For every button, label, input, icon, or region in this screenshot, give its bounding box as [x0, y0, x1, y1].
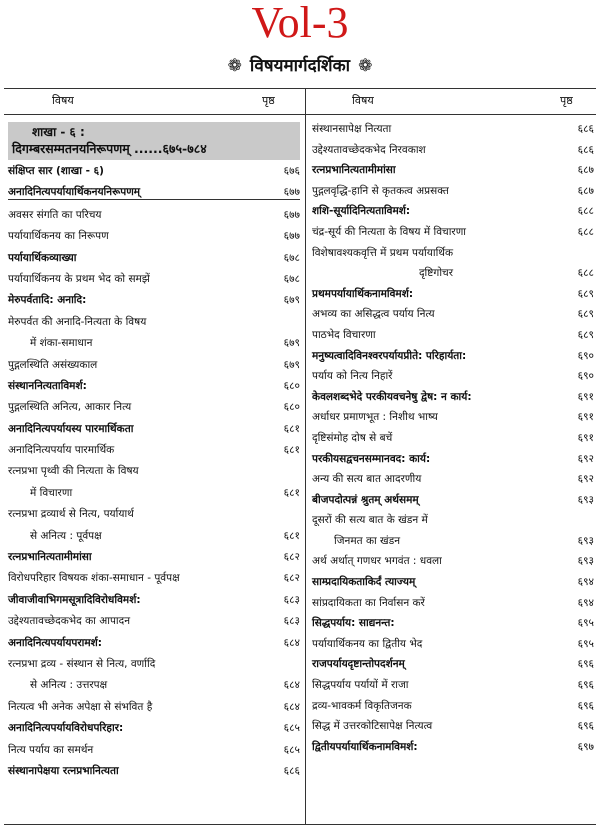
entry-title: मेरुपर्वत की अनादि-नित्यता के विषय	[8, 315, 147, 328]
entry-title: पर्यायार्थिकनय का द्वितीय भेद	[312, 637, 423, 650]
header-rule	[4, 114, 596, 115]
toc-entry	[8, 550, 300, 564]
entry-title: अनादिनित्यपर्यायस्य पारमार्थिकता	[8, 422, 134, 435]
entry-page: ६७८	[283, 272, 300, 285]
entry-title: पर्यायार्थिकव्याख्या	[8, 251, 77, 264]
toc-entry	[8, 678, 300, 692]
entry-title: रत्नप्रभा द्रव्यार्थ से नित्य, पर्यायार्थ	[8, 508, 134, 521]
toc-entry	[8, 379, 300, 393]
entry-title: अवसर संगति का परिचय	[8, 208, 102, 221]
entry-title: पुद्गलस्थिति अनित्य, आकार नित्य	[8, 401, 132, 414]
entry-title: अनादिनित्यपर्यायविरोधपरिहार:	[8, 722, 124, 735]
toc-entry	[8, 251, 300, 265]
entry-title: में विचारणा	[30, 486, 73, 499]
entry-page: ६८८	[577, 267, 594, 280]
entry-page: ६९०	[577, 349, 594, 362]
toc-entry	[312, 246, 594, 260]
entry-page: ६८१	[283, 444, 300, 457]
entry-page: ६८४	[283, 679, 300, 692]
entry-title: शशि-सूर्यादिनित्यताविमर्श:	[312, 205, 411, 218]
entry-title: सिद्धपर्याय: साद्यनन्त:	[312, 617, 395, 630]
entry-page: ६८२	[283, 572, 300, 585]
entry-page: ६७९	[283, 294, 300, 307]
entry-page: ६९०	[577, 370, 594, 383]
entry-title: सिद्ध में उत्तरकोटिसापेक्ष नित्यत्व	[312, 720, 433, 733]
toc-entry	[312, 699, 594, 713]
entry-title: केवलशब्दभेदे परकीयवचनेषु द्वेष: न कार्य:	[312, 390, 472, 403]
top-rule	[4, 88, 596, 89]
entry-page: ६८९	[577, 328, 594, 341]
entry-title: सिद्धपर्याय पर्यायों में राजा	[312, 679, 409, 692]
toc-entry	[8, 507, 300, 521]
entry-page: ६९४	[577, 576, 594, 589]
entry-title: राजपर्यायदृष्टान्तोपदर्शनम्	[312, 658, 405, 671]
toc-entry	[312, 472, 594, 486]
entry-title: द्वितीयपर्यायार्थिकनामविमर्श:	[312, 740, 418, 753]
entry-page: ६८७	[577, 184, 594, 197]
entry-title: अनादिनित्यपर्यायपरामर्श:	[8, 636, 103, 649]
entry-title: अभव्य का असिद्धत्व पर्याय नित्य	[312, 308, 435, 321]
entry-page: ६८०	[283, 379, 300, 392]
toc-entry	[8, 614, 300, 628]
toc-entry	[8, 272, 300, 286]
entry-title: विरोधपरिहार विषयक शंका-समाधान - पूर्वपक्ष	[8, 572, 180, 585]
entry-title: प्रथमपर्यायार्थिकनामविमर्श:	[312, 287, 414, 300]
entry-title: सांप्रदायिकता का निर्वासन करें	[312, 596, 425, 609]
entry-page: ६८६	[577, 123, 594, 135]
entry-page: ६९६	[577, 699, 594, 712]
entry-title: से अनित्य : उत्तरपक्ष	[30, 679, 108, 692]
entry-title: बीजपदोत्पन्नं श्रुतम् अर्थसमम्	[312, 493, 419, 506]
toc-entry	[312, 534, 594, 548]
toc-entry	[312, 657, 594, 671]
entry-title: अनादिनित्यपर्याय पारमार्थिक	[8, 444, 115, 457]
right-subject-header: विषय	[352, 94, 374, 107]
entry-title: अनादिनित्यपर्यायार्थिकनयनिरूपणम्	[8, 186, 141, 199]
entry-title: संस्थाननित्यताविमर्श:	[8, 379, 87, 392]
toc-entry	[8, 764, 300, 778]
entry-title: पर्यायार्थिकनय का निरूपण	[8, 230, 109, 243]
entry-page: ६८४	[283, 636, 300, 649]
toc-entry	[312, 266, 594, 280]
entry-title: दृष्टिगोचर	[418, 267, 454, 280]
entry-page: ६९७	[577, 740, 594, 753]
toc-entry	[312, 307, 594, 321]
entry-page: ६७७	[283, 186, 300, 199]
entry-page: ६८०	[283, 401, 300, 414]
left-page-header: पृष्ठ	[262, 94, 275, 107]
toc-entry	[312, 287, 594, 301]
right-column	[312, 122, 594, 760]
left-column	[8, 122, 300, 785]
entry-page: ६८१	[283, 529, 300, 542]
flower-ornament-icon: ❁	[227, 56, 242, 76]
entry-title: पुद्गलस्थिति असंख्यकाल	[8, 358, 98, 371]
entry-page: ६८५	[283, 722, 300, 735]
entry-title: रत्नप्रभा द्रव्य - संस्थान से नित्य, वर्णादि	[8, 657, 156, 670]
entry-page: ६८६	[283, 764, 300, 777]
flower-ornament-icon: ❁	[358, 56, 373, 76]
entry-page: ६९६	[577, 679, 594, 692]
toc-entry	[8, 700, 300, 714]
entry-title: रत्नप्रभा पृथ्वी की नित्यता के विषय	[8, 465, 139, 478]
entry-page: ६९१	[577, 411, 594, 424]
entry-page: ६९२	[577, 473, 594, 486]
entry-title: अन्य की सत्य बात आदरणीय	[312, 473, 422, 486]
toc-entry	[312, 493, 594, 507]
entry-title: संस्थानसापेक्ष नित्यता	[312, 123, 392, 135]
toc-entry	[312, 452, 594, 466]
heading-text: विषयमार्गदर्शिका	[249, 56, 351, 76]
page-heading	[0, 56, 600, 76]
entry-page: ६८६	[577, 143, 594, 156]
toc-entry	[8, 185, 300, 200]
entry-title: उद्देश्यतावच्छेदकभेद निरवकाश	[312, 143, 426, 156]
toc-entry	[312, 204, 594, 218]
volume-title: Vol-3	[251, 0, 349, 47]
entry-title: रत्नप्रभानित्यतामीमांसा	[8, 551, 92, 564]
toc-entry	[8, 636, 300, 650]
entry-page: ६७९	[283, 337, 300, 350]
entry-page: ६८१	[283, 422, 300, 435]
entry-title: संक्षिप्त सार (शाखा - ६)	[8, 165, 104, 177]
entry-title: अर्धाधर प्रमाणभूत : निशीथ भाष्य	[312, 411, 438, 424]
toc-entry	[312, 225, 594, 239]
toc-entry	[8, 743, 300, 757]
right-page-header: पृष्ठ	[560, 94, 573, 107]
entry-page: ६७९	[283, 358, 300, 371]
entry-page: ६७७	[283, 208, 300, 221]
bottom-rule	[4, 824, 596, 825]
toc-entry	[312, 513, 594, 527]
toc-entry	[8, 229, 300, 243]
entry-title: जिनमत का खंडन	[334, 534, 401, 547]
entry-page: ६९४	[577, 596, 594, 609]
right-entries	[312, 122, 594, 754]
toc-entry	[8, 208, 300, 222]
entry-title: से अनित्य : पूर्वपक्ष	[30, 529, 102, 542]
entry-title: पुद्गलवृद्धि-हानि से कृतकत्व अप्रसक्त	[312, 184, 449, 197]
toc-entry	[8, 422, 300, 436]
toc-entry	[312, 616, 594, 630]
entry-title: साम्प्रदायिकताकिर्दं त्याज्यम्	[312, 576, 416, 589]
toc-entry	[8, 571, 300, 585]
toc-entry	[8, 657, 300, 671]
entry-title: चंद्र-सूर्य की नित्यता के विषय में विचारणा	[312, 225, 467, 238]
toc-entry	[8, 529, 300, 543]
toc-entry	[312, 410, 594, 424]
entry-title: नित्यत्व भी अनेक अपेक्षा से संभवित है	[8, 700, 153, 713]
section-label: शाखा - ६ :	[32, 125, 85, 139]
entry-page: ६७८	[283, 251, 300, 264]
entry-title: पर्याय को नित्य निहारें	[312, 370, 393, 383]
entry-page: ६८१	[283, 486, 300, 499]
toc-entry	[312, 328, 594, 342]
toc-entry	[8, 336, 300, 350]
entry-title: नित्य पर्याय का समर्थन	[8, 743, 94, 756]
entry-page: ६९३	[577, 534, 594, 547]
toc-entry	[8, 464, 300, 478]
entry-page: ६८७	[577, 164, 594, 177]
entry-title: द्रव्य-भावकर्म विकृतिजनक	[312, 699, 412, 712]
toc-entry	[312, 719, 594, 733]
column-divider	[305, 88, 306, 824]
toc-entry	[312, 431, 594, 445]
entry-page: ६८३	[283, 593, 300, 606]
entry-page: ६९२	[577, 452, 594, 465]
toc-entry	[312, 390, 594, 404]
section-title: दिगम्बरसम्मतनयनिरूपणम् ......६७५-७८४	[12, 141, 207, 156]
entry-page: ६८९	[577, 287, 594, 300]
toc-entry	[8, 721, 300, 735]
toc-entry	[8, 443, 300, 457]
toc-entry	[312, 143, 594, 157]
toc-entry	[8, 164, 300, 178]
entry-page: ६७६	[283, 165, 300, 177]
entry-title: परकीयसद्वचनसम्मानवद: कार्य:	[312, 452, 431, 465]
toc-entry	[312, 575, 594, 589]
toc-entry	[312, 554, 594, 568]
entry-title: रत्नप्रभानित्यतामीमांसा	[312, 164, 396, 177]
entry-page: ६८८	[577, 205, 594, 218]
entry-title: दृष्टिसंमोह दोष से बचें	[312, 431, 393, 444]
entry-page: ६७७	[283, 230, 300, 243]
entry-page: ६९१	[577, 431, 594, 444]
toc-entry	[312, 369, 594, 383]
left-entries	[8, 164, 300, 778]
toc-entry	[312, 596, 594, 610]
left-subject-header: विषय	[52, 94, 74, 107]
entry-title: मनुष्यत्वादिविनश्वरपर्यायप्रीते: परिहार्यता:	[312, 349, 467, 362]
entry-title: पर्यायार्थिकनय के प्रथम भेद को समझें	[8, 272, 150, 285]
entry-title: संस्थानापेक्षया रत्नप्रभानित्यता	[8, 764, 119, 777]
toc-entry	[8, 486, 300, 500]
toc-entry	[312, 163, 594, 177]
toc-entry	[312, 122, 594, 136]
entry-page: ६९३	[577, 493, 594, 506]
toc-entry	[8, 315, 300, 329]
entry-page: ६९५	[577, 637, 594, 650]
entry-page: ६८३	[283, 615, 300, 628]
entry-page: ६८९	[577, 308, 594, 321]
entry-page: ६८५	[283, 743, 300, 756]
entry-page: ६९१	[577, 390, 594, 403]
entry-title: विशेषावश्यकवृत्ति में प्रथम पर्यायार्थिक	[312, 246, 454, 259]
toc-entry	[8, 293, 300, 307]
toc-entry	[312, 678, 594, 692]
toc-entry	[8, 400, 300, 414]
section-banner	[8, 122, 300, 160]
entry-title: उद्देश्यतावच्छेदकभेद का आपादन	[8, 615, 131, 628]
entry-title: में शंका-समाधान	[30, 337, 93, 350]
entry-page: ६९६	[577, 720, 594, 733]
toc-entry	[312, 637, 594, 651]
entry-title: अर्थ अर्थात् गणधर भगवंत : धवला	[312, 555, 442, 568]
toc-entry	[312, 740, 594, 754]
entry-page: ६८४	[283, 700, 300, 713]
toc-entry	[312, 184, 594, 198]
toc-entry	[8, 358, 300, 372]
entry-title: जीवाजीवाभिगमसूत्रादिविरोधविमर्श:	[8, 593, 141, 606]
entry-title: मेरुपर्वतादि: अनादि:	[8, 294, 87, 307]
entry-page: ६९६	[577, 658, 594, 671]
entry-page: ६९३	[577, 555, 594, 568]
entry-page: ६९५	[577, 617, 594, 630]
entry-page: ६८८	[577, 225, 594, 238]
toc-entry	[8, 593, 300, 607]
entry-title: दूसरों की सत्य बात के खंडन में	[312, 514, 428, 527]
entry-title: पाठभेद विचारणा	[312, 328, 376, 341]
entry-page: ६८२	[283, 551, 300, 564]
toc-entry	[312, 349, 594, 363]
